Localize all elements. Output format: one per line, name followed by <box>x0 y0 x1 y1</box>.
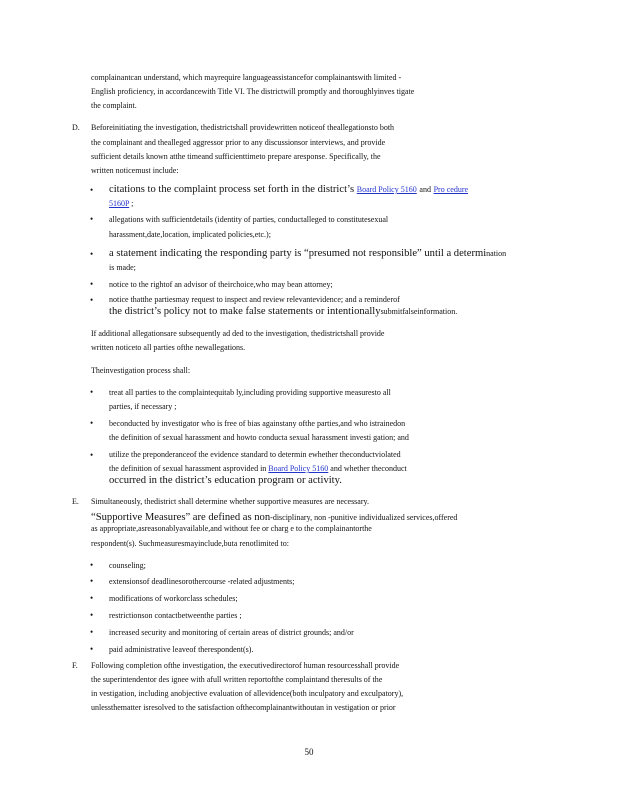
paragraph-line: complainantcan understand, which mayrequire languageassistancefor complainantswith limited - <box>91 73 402 82</box>
bullet-line: allegations with sufficientdetails (identity of parties, conductalleged to constitutesexual <box>109 215 389 224</box>
paragraph-line: Simultaneously, thedistrict shall determine whether supportive measures are necessary. <box>91 497 369 506</box>
bullet-text: the definition of sexual harassment asprovided in <box>109 464 269 473</box>
bullet-icon: • <box>90 295 94 305</box>
bullet-text: the district’s policy not to make false statements or intentionally <box>109 306 381 317</box>
bullet-text: and <box>419 185 431 194</box>
bullet-icon: • <box>90 214 94 224</box>
procedure-link[interactable]: Pro cedure <box>433 185 469 194</box>
bullet-icon: • <box>90 610 94 620</box>
bullet-text: a statement indicating the responding party is “presumed not responsible” until a determi <box>109 248 487 259</box>
board-policy-link[interactable]: Board Policy 5160 <box>356 185 417 194</box>
paragraph-line: written noticemust include: <box>91 166 179 175</box>
bullet-icon: • <box>90 560 94 570</box>
bullet-icon: • <box>90 627 94 637</box>
bullet-text: citations to the complaint process set forth in the district’s <box>109 184 357 195</box>
section-marker-e: E. <box>72 497 79 506</box>
bullet-icon: • <box>90 450 94 460</box>
paragraph-text: -disciplinary, non -punitive individualized services,offered <box>270 513 458 522</box>
page-number: 50 <box>304 747 314 757</box>
paragraph-line: If additional allegationsare subsequently ad ded to the investigation, thedistrictshall provide <box>91 329 385 338</box>
bullet-text: and whether theconduct <box>328 464 407 473</box>
bullet-line: parties, if necessary ; <box>109 402 177 411</box>
paragraph-line: the complainant and thealleged aggressor prior to any discussionsor interviews, and provide <box>91 138 386 147</box>
bullet-icon: • <box>90 576 94 586</box>
bullet-line: utilize the preponderanceof the evidence standard to determin ewhether theconductviolated <box>109 450 401 459</box>
bullet-line: notice thatthe partiesmay request to inspect and review relevantevidence; and a reminderof <box>109 295 400 304</box>
bullet-line: the definition of sexual harassment and howto conducta sexual harassment investi gation; and <box>109 433 409 442</box>
paragraph-line: in vestigation, including anobjective evaluation of allevidence(both inculpatory and exculpatory), <box>91 689 404 698</box>
list-item: paid administrative leaveof therespondent(s). <box>109 645 254 654</box>
bullet-icon: • <box>90 387 94 397</box>
paragraph-line: Beforeinitiating the investigation, thedistrictshall providewritten noticeof theallegationsto both <box>91 123 395 132</box>
procedure-link[interactable]: 5160P <box>109 199 130 208</box>
paragraph-line: as appropriate,asreasonablyavailable,and without fee or charg e to the complainantorthe <box>91 524 372 533</box>
bullet-line <box>109 198 133 209</box>
bullet-text: submitfalseinformation. <box>380 307 458 316</box>
bullet-text: nation <box>486 249 507 258</box>
paragraph-line: sufficient details known atthe timeand sufficienttimeto prepare aresponse. Specifically, the <box>91 152 381 161</box>
bullet-line: is made; <box>109 263 136 272</box>
paragraph-line: written noticeto all parties ofthe newallegations. <box>91 343 246 352</box>
bullet-line: notice to the rightof an advisor of theirchoice,who may bean attorney; <box>109 280 333 289</box>
list-item: increased security and monitoring of certain areas of district grounds; and/or <box>109 628 354 637</box>
bullet-icon: • <box>90 593 94 603</box>
paragraph-line: unlessthematter isresolved to the satisfaction ofthecomplainantwithoutan in vestigation or prior <box>91 703 396 712</box>
bullet-line: treat all parties to the complaintequitab ly,including providing supportive measuresto all <box>109 388 391 397</box>
list-item: counseling; <box>109 561 146 570</box>
list-item: extensionsof deadlinesorothercourse -related adjustments; <box>109 577 295 586</box>
bullet-line: harassment,date,location, implicated policies,etc.); <box>109 230 271 239</box>
bullet-icon: • <box>90 249 94 259</box>
list-item: restrictionson contactbetweenthe parties ; <box>109 611 242 620</box>
bullet-line <box>109 184 468 196</box>
bullet-line <box>109 248 506 260</box>
section-marker-f: F. <box>72 661 78 670</box>
bullet-icon: • <box>90 644 94 654</box>
paragraph-line: Theinvestigation process shall: <box>91 366 191 375</box>
bullet-line <box>109 306 457 318</box>
list-item: modifications of workorclass schedules; <box>109 594 238 603</box>
paragraph-line: Following completion ofthe investigation, the executivedirectorof human resourcesshall provide <box>91 661 400 670</box>
paragraph-line: the superintendentor des ignee with afull written reportofthe complaintand theresults of the <box>91 675 383 684</box>
paragraph-line: English proficiency, in accordancewith Title VI. The districtwill promptly and thoroughlyinves tigate <box>91 87 415 96</box>
bullet-icon: • <box>90 185 94 195</box>
board-policy-link[interactable]: Board Policy 5160 <box>268 464 329 473</box>
bullet-text: ; <box>129 199 134 208</box>
paragraph-line: the complaint. <box>91 101 137 110</box>
paragraph-text: “Supportive Measures” are defined as non <box>91 512 271 523</box>
bullet-icon: • <box>90 279 94 289</box>
bullet-line: beconducted by investigator who is free of bias againstany ofthe parties,and who istrainedon <box>109 419 406 428</box>
section-marker-d: D. <box>72 123 80 132</box>
bullet-icon: • <box>90 418 94 428</box>
bullet-line <box>109 463 407 474</box>
paragraph-line: respondent(s). Suchmeasuresmayinclude,buta renotlimited to: <box>91 539 289 548</box>
bullet-line: occurred in the district’s education program or activity. <box>109 475 342 486</box>
